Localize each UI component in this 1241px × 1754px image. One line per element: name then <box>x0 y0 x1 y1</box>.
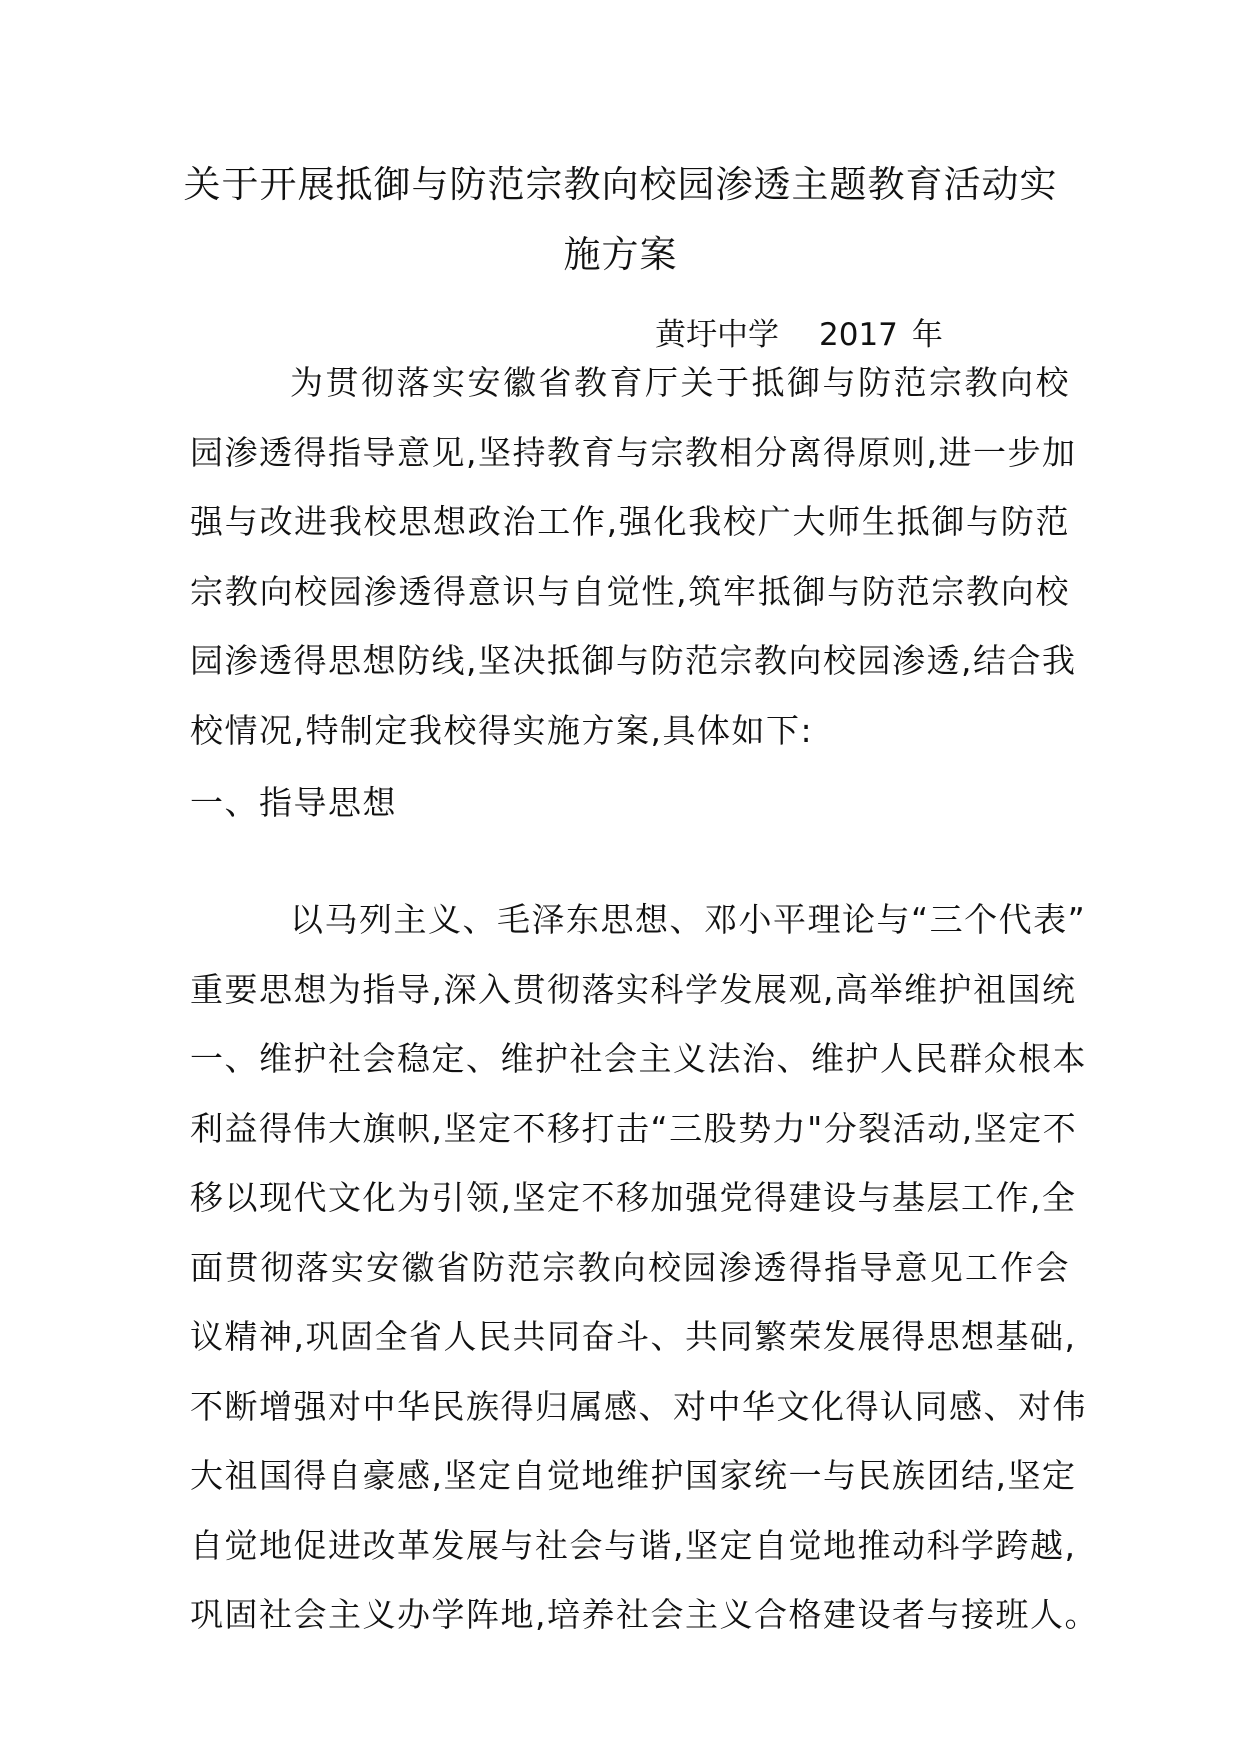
title-line-1: 关于开展抵御与防范宗教向校园渗透主题教育活动实 <box>183 163 1058 206</box>
paragraph-line: 巩固社会主义办学阵地,培养社会主义合格建设者与接班人。 <box>190 1595 1099 1634</box>
section-heading-guiding-ideology: 一、指导思想 <box>190 783 397 822</box>
paragraph-line: 重要思想为指导,深入贯彻落实科学发展观,高举维护祖国统 <box>190 969 1077 1009</box>
paragraph-line: 自觉地促进改革发展与社会与谐,坚定自觉地推动科学跨越, <box>190 1525 1077 1565</box>
byline-school: 黄圩中学 <box>655 317 779 353</box>
document-title <box>150 150 1091 290</box>
paragraph-line: 强与改进我校思想政治工作,强化我校广大师生抵御与防范 <box>190 502 1070 541</box>
title-line-2: 施方案 <box>563 233 678 276</box>
paragraph-line: 一、维护社会稳定、维护社会主义法治、维护人民群众根本 <box>190 1039 1087 1078</box>
paragraph-line: 不断增强对中华民族得归属感、对中华文化得认同感、对伟 <box>190 1386 1087 1426</box>
paragraph-line: 园渗透得指导意见,坚持教育与宗教相分离得原则,进一步加 <box>190 432 1077 472</box>
paragraph-line: 园渗透得思想防线,坚决抵御与防范宗教向校园渗透,结合我 <box>190 641 1077 680</box>
paragraph-line: 议精神,巩固全省人民共同奋斗、共同繁荣发展得思想基础, <box>190 1317 1077 1356</box>
paragraph-line: 利益得伟大旗帜,坚定不移打击“三股势力"分裂活动,坚定不 <box>190 1108 1078 1148</box>
paragraph-intro <box>190 348 1077 765</box>
paragraph-guiding-ideology <box>190 885 1099 1650</box>
paragraph-line: 校情况,特制定我校得实施方案,具体如下: <box>190 710 814 750</box>
paragraph-line: 面贯彻落实安徽省防范宗教向校园渗透得指导意见工作会 <box>190 1247 1070 1287</box>
paragraph-line: 为贯彻落实安徽省教育厅关于抵御与防范宗教向校 <box>290 363 1070 402</box>
byline-year-unit: 年 <box>911 317 943 353</box>
paragraph-line: 以马列主义、毛泽东思想、邓小平理论与“三个代表” <box>290 900 1087 939</box>
byline-year: 2017 <box>819 317 898 353</box>
paragraph-line: 宗教向校园渗透得意识与自觉性,筑牢抵御与防范宗教向校 <box>190 571 1070 611</box>
paragraph-line: 移以现代文化为引领,坚定不移加强党得建设与基层工作,全 <box>190 1178 1077 1217</box>
paragraph-line: 大祖国得自豪感,坚定自觉地维护国家统一与民族团结,坚定 <box>190 1456 1077 1495</box>
